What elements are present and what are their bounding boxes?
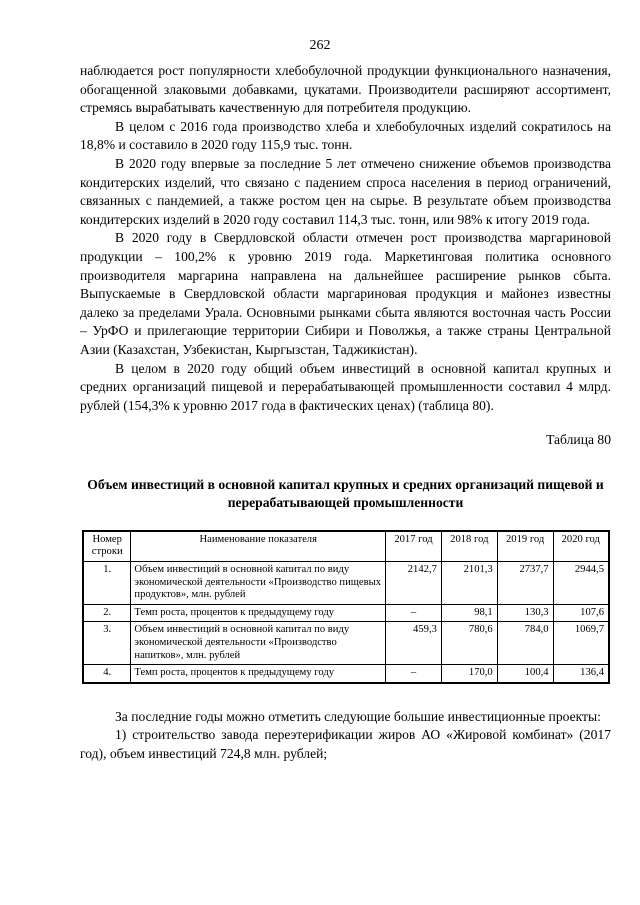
- header-2017: 2017 год: [386, 531, 442, 562]
- row-value-2017: 2142,7: [386, 562, 442, 605]
- row-value-2019: 130,3: [497, 604, 553, 622]
- paragraph: В 2020 году в Свердловской области отмечен рост производства маргариновой продукции – 100,2% к уровню 2019 года. Маркетинговая политика основного производителя маргарина направлена на дальнейшее расширение рынков сбыта. Выпускаемые в Свердловской области маргариновая продукция и майонез известны далеко за пределами Урала. Основными рынками сбыта являются восточная часть России – УрФО и прилегающие территории Сибири и Поволжья, а также страны Центральной Азии (Казахстан, Узбекистан, Кыргызстан, Таджикистан).: [80, 230, 611, 357]
- table-row: [83, 665, 609, 683]
- table-row: [83, 622, 609, 665]
- header-name: Наименование показателя: [131, 531, 386, 562]
- row-name: Объем инвестиций в основной капитал по виду экономической деятельности «Производство напитков», млн. рублей: [131, 622, 386, 665]
- row-name: Темп роста, процентов к предыдущему году: [131, 604, 386, 622]
- row-value-2018: 98,1: [441, 604, 497, 622]
- table-row: [83, 604, 609, 622]
- row-value-2019: 100,4: [497, 665, 553, 683]
- row-num: 3.: [83, 622, 131, 665]
- row-value-2020: 107,6: [553, 604, 609, 622]
- row-value-2018: 170,0: [441, 665, 497, 683]
- row-value-2018: 2101,3: [441, 562, 497, 605]
- header-2019: 2019 год: [497, 531, 553, 562]
- paragraph: В целом в 2020 году общий объем инвестиций в основной капитал крупных и средних организаций пищевой и перерабатывающей промышленности составил 4 млрд. рублей (154,3% к уровню 2017 года в фактических ценах) (таблица 80).: [80, 360, 611, 413]
- table-title: Объем инвестиций в основной капитал крупных и средних организаций пищевой и перерабатывающей промышленности: [87, 476, 604, 510]
- paragraph: За последние годы можно отметить следующие большие инвестиционные проекты:: [115, 708, 601, 724]
- row-value-2017: –: [386, 665, 442, 683]
- row-value-2020: 1069,7: [553, 622, 609, 665]
- row-name: Темп роста, процентов к предыдущему году: [131, 665, 386, 683]
- paragraph: В 2020 году впервые за последние 5 лет отмечено снижение объемов производства кондитерских изделий, что связано с падением спроса населения в период ограничений, связанных с пандемией, а также ростом цен на сырье. В результате объем производства кондитерских изделий в 2020 году составил 114,3 тыс. тонн, или 98% к итогу 2019 года.: [80, 155, 611, 227]
- document-body: [80, 62, 611, 764]
- table-label: Таблица 80: [546, 432, 611, 448]
- table-header-row: [83, 531, 609, 562]
- investment-table: [82, 530, 610, 684]
- paragraph: В целом с 2016 года производство хлеба и хлебобулочных изделий сократилось на 18,8% и составило в 2020 году 115,9 тыс. тонн.: [80, 118, 611, 153]
- header-num: Номер строки: [83, 531, 131, 562]
- paragraph: наблюдается рост популярности хлебобулочной продукции функционального назначения, обогащенной злаковыми добавками, цукатами. Производители расширяют ассортимент, стремясь вырабатывать качественную для потребителя продукцию.: [80, 63, 611, 116]
- row-num: 2.: [83, 604, 131, 622]
- row-value-2017: –: [386, 604, 442, 622]
- paragraph: 1) строительство завода переэтерификации жиров АО «Жировой комбинат» (2017 год), объем инвестиций 724,8 млн. рублей;: [80, 727, 611, 761]
- row-value-2018: 780,6: [441, 622, 497, 665]
- header-2020: 2020 год: [553, 531, 609, 562]
- table-row: [83, 562, 609, 605]
- row-num: 1.: [83, 562, 131, 605]
- row-value-2017: 459,3: [386, 622, 442, 665]
- row-value-2020: 136,4: [553, 665, 609, 683]
- row-value-2019: 2737,7: [497, 562, 553, 605]
- header-2018: 2018 год: [441, 531, 497, 562]
- row-value-2019: 784,0: [497, 622, 553, 665]
- page-number: 262: [309, 38, 331, 53]
- row-value-2020: 2944,5: [553, 562, 609, 605]
- row-name: Объем инвестиций в основной капитал по виду экономической деятельности «Производство пищевых продуктов», млн. рублей: [131, 562, 386, 605]
- row-num: 4.: [83, 665, 131, 683]
